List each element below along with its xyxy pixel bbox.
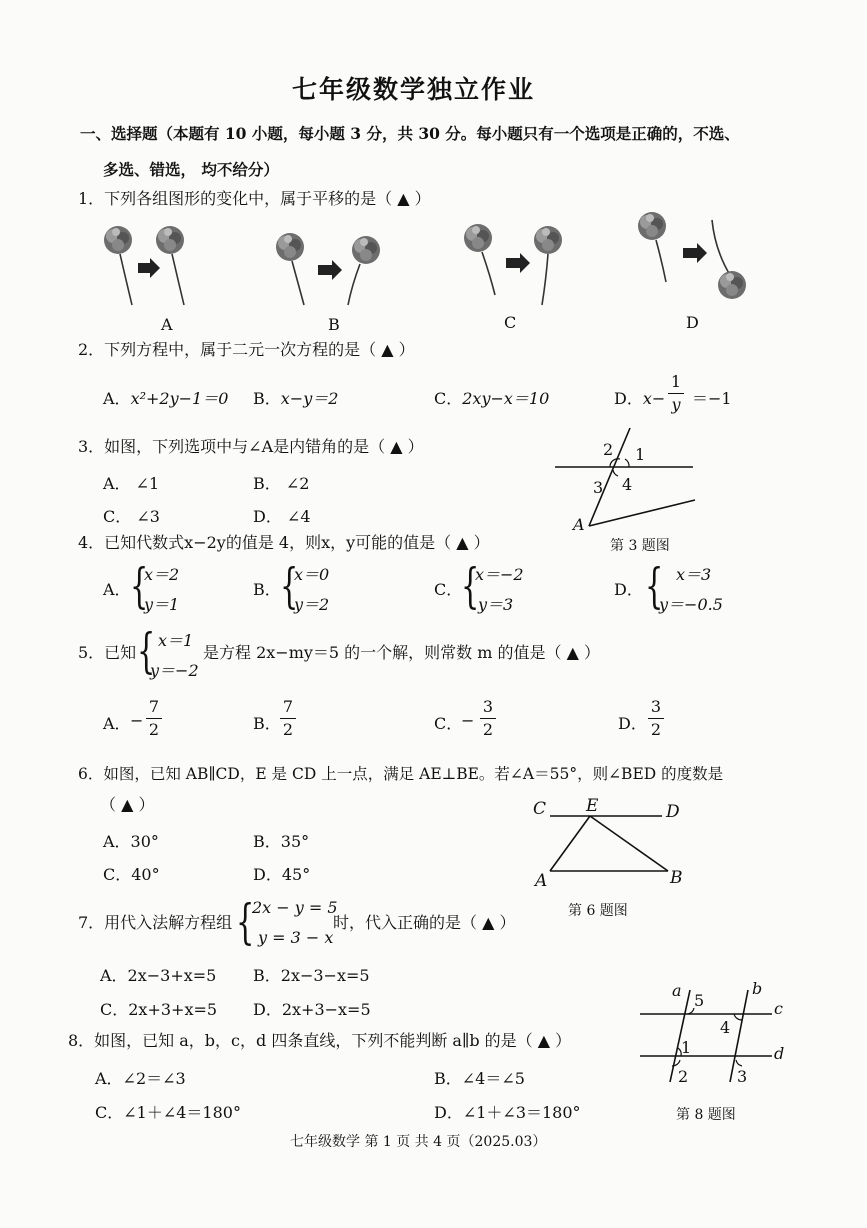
q1-label-b: B xyxy=(328,315,340,334)
q5-option-c-label: C． xyxy=(434,714,463,733)
q6-option-c: C．40° xyxy=(103,865,160,884)
q4-option-b-brace: { xyxy=(280,558,299,614)
q2-d-den: y xyxy=(671,395,681,414)
q2-option-b-label: B． xyxy=(253,389,281,408)
q4-option-d-brace: { xyxy=(645,558,664,614)
q4-d-eq1: x＝3 xyxy=(676,565,712,584)
q8-fig-label-d: d xyxy=(774,1044,785,1063)
q5-option-a-label: A． xyxy=(103,714,131,733)
q3-fig-label-2: 2 xyxy=(603,440,614,459)
q6-fig-label-e: E xyxy=(586,796,599,816)
section-heading-line2: 多选、错选， 均不给分） xyxy=(103,160,279,179)
q2-d-num: 1 xyxy=(670,372,682,391)
q3-fig-label-4: 4 xyxy=(622,475,633,494)
q6-fig-label-a: A xyxy=(535,871,548,891)
q4-a-eq1: x＝2 xyxy=(144,565,180,584)
q3-fig-label-3: 3 xyxy=(593,478,604,497)
q6-option-d: D．45° xyxy=(253,865,311,884)
q8-fig-label-3: 3 xyxy=(737,1067,748,1086)
q6-stem: 6．如图，已知 AB∥CD，E 是 CD 上一点，满足 AE⊥BE。若∠A＝55°，则∠BED 的度数是 xyxy=(78,765,724,783)
q3-stem: 3．如图，下列选项中与∠A是内错角的是（ ▲ ） xyxy=(78,437,424,456)
q5-d-den: 2 xyxy=(650,720,662,739)
q7-eq2: y = 3 − x xyxy=(258,928,334,947)
q2-option-a-expr: x²+2y−1＝0 xyxy=(130,389,229,408)
q3-fig-caption: 第 3 题图 xyxy=(610,538,670,554)
q6-fig-label-c: C xyxy=(533,799,547,819)
q5-option-b-label: B． xyxy=(253,714,281,733)
q5-option-a-sign: − xyxy=(130,711,144,730)
q1-label-c: C xyxy=(504,313,517,332)
q2-option-b-expr: x−y＝2 xyxy=(280,389,339,408)
q4-stem: 4．已知代数式x−2y的值是 4，则x，y可能的值是（ ▲ ） xyxy=(78,533,490,552)
q8-fig-label-1: 1 xyxy=(681,1038,692,1057)
q5-option-d-label: D． xyxy=(618,714,647,733)
q4-b-eq2: y＝2 xyxy=(294,595,330,614)
q5-b-den: 2 xyxy=(282,720,294,739)
q4-option-b-label: B． xyxy=(253,580,281,599)
q5-c-num: 3 xyxy=(482,697,494,716)
q2-option-c-label: C． xyxy=(434,389,463,408)
q5-brace: { xyxy=(137,623,156,679)
q8-fig-label-5: 5 xyxy=(694,991,705,1010)
q4-d-eq2: y＝−0.5 xyxy=(659,595,723,614)
q5-c-den: 2 xyxy=(482,720,494,739)
q7-pre: 7．用代入法解方程组 xyxy=(78,913,233,932)
q8-fig-label-b: b xyxy=(752,979,763,998)
q8-fig-label-4: 4 xyxy=(720,1018,731,1037)
q7-option-c: C．2x+3+x=5 xyxy=(100,1000,218,1019)
q3-option-b: B． ∠2 xyxy=(253,474,310,493)
q4-option-c-label: C． xyxy=(434,580,463,599)
q8-option-a: A．∠2＝∠3 xyxy=(95,1069,186,1088)
q1-label-a: A xyxy=(161,315,173,334)
q2-option-d-pre: x− xyxy=(642,389,666,408)
q5-pre: 5．已知 xyxy=(78,643,137,662)
page-title: 七年级数学独立作业 xyxy=(292,75,536,104)
q4-option-a-label: A． xyxy=(103,580,131,599)
q8-fig-label-2: 2 xyxy=(678,1067,689,1086)
q3-option-c: C． ∠3 xyxy=(103,507,160,526)
q2-stem: 2．下列方程中，属于二元一次方程的是（ ▲ ） xyxy=(78,340,415,359)
q6-fig-caption: 第 6 题图 xyxy=(568,903,628,919)
q8-option-b: B．∠4＝∠5 xyxy=(434,1069,525,1088)
q3-option-a: A． ∠1 xyxy=(103,474,160,493)
q2-option-d-label: D． xyxy=(614,389,643,408)
q7-post: 时，代入正确的是（ ▲ ） xyxy=(333,913,516,932)
q3-fig-label-1: 1 xyxy=(635,445,646,464)
q5-post: 是方程 2x−my＝5 的一个解，则常数 m 的值是（ ▲ ） xyxy=(203,643,600,662)
q5-a-den: 2 xyxy=(148,720,160,739)
q5-eq1: x＝1 xyxy=(158,631,194,650)
q5-option-c-sign: − xyxy=(461,711,475,730)
q4-option-a-brace: { xyxy=(130,558,149,614)
q1-stem: 1．下列各组图形的变化中，属于平移的是（ ▲ ） xyxy=(78,189,431,208)
page-footer: 七年级数学 第 1 页 共 4 页（2025.03） xyxy=(290,1134,547,1150)
q6-option-b: B．35° xyxy=(253,832,310,851)
q5-eq2: y＝−2 xyxy=(150,661,199,680)
q4-option-c-brace: { xyxy=(461,558,480,614)
q7-brace: { xyxy=(236,894,255,950)
q6-option-a: A．30° xyxy=(103,832,159,851)
q5-a-num: 7 xyxy=(148,697,160,716)
q4-c-eq2: y＝3 xyxy=(478,595,514,614)
q6-stem-continued: （ ▲ ） xyxy=(100,795,155,814)
q7-option-d: D．2x+3−x=5 xyxy=(253,1000,371,1019)
q8-option-d: D．∠1＋∠3＝180° xyxy=(434,1103,581,1122)
q7-option-b: B．2x−3−x=5 xyxy=(253,966,370,985)
q8-option-c: C．∠1＋∠4＝180° xyxy=(95,1103,241,1122)
q4-a-eq2: y＝1 xyxy=(144,595,180,614)
q5-b-num: 7 xyxy=(282,697,294,716)
q8-stem: 8．如图，已知 a，b，c，d 四条直线，下列不能判断 a∥b 的是（ ▲ ） xyxy=(68,1031,572,1050)
q4-b-eq1: x＝0 xyxy=(294,565,330,584)
q8-fig-label-c: c xyxy=(774,999,783,1018)
q3-option-d: D． ∠4 xyxy=(253,507,311,526)
q7-eq1: 2x − y = 5 xyxy=(252,898,338,917)
q7-option-a: A．2x−3+x=5 xyxy=(100,966,217,985)
q8-fig-label-a: a xyxy=(672,981,682,1000)
q8-fig-caption: 第 8 题图 xyxy=(676,1107,736,1123)
q6-fig-label-b: B xyxy=(670,868,683,888)
q3-fig-label-a: A xyxy=(573,515,585,534)
q4-c-eq1: x＝−2 xyxy=(475,565,524,584)
q4-option-d-label: D． xyxy=(614,580,643,599)
q1-label-d: D xyxy=(686,313,699,332)
q2-option-a-label: A． xyxy=(103,389,131,408)
q2-option-c-expr: 2xy−x＝10 xyxy=(462,389,550,408)
q5-d-num: 3 xyxy=(650,697,662,716)
section-heading-line1: 一、选择题（本题有 10 小题，每小题 3 分，共 30 分。每小题只有一个选项是正确的，不选、 xyxy=(80,124,740,143)
q2-option-d-post: ＝−1 xyxy=(692,389,732,408)
q6-fig-label-d: D xyxy=(666,802,680,822)
